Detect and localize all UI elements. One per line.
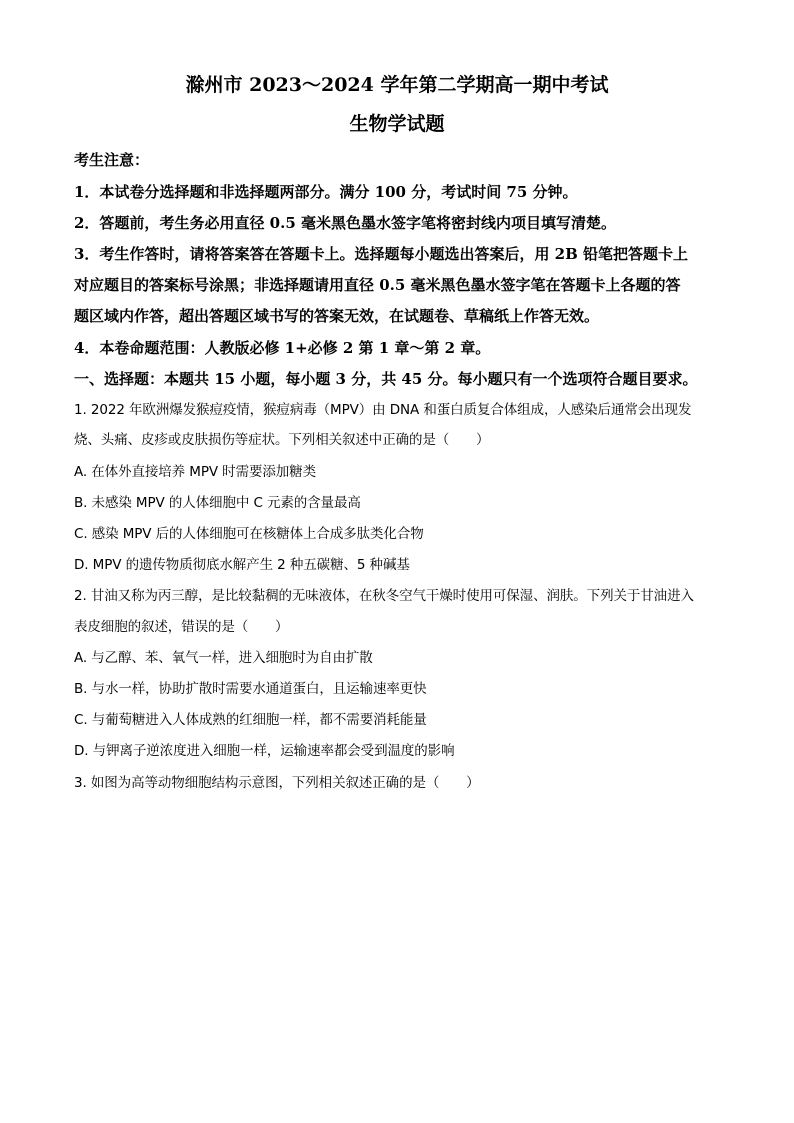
question-1-option-a: A. 在体外直接培养 MPV 时需要添加糖类: [74, 464, 316, 480]
question-1-option-b: B. 未感染 MPV 的人体细胞中 C 元素的含量最高: [74, 495, 361, 511]
question-2-option-d: D. 与钾离子逆浓度进入细胞一样，运输速率都会受到温度的影响: [74, 743, 455, 759]
question-2-stem-line-2: 表皮细胞的叙述，错误的是（ ）: [74, 619, 289, 635]
exam-subtitle: 生物学试题: [349, 113, 445, 135]
notice-item-3-cont-1: 对应题目的答案标号涂黑；非选择题请用直径 0.5 毫米黑色墨水签字笔在答题卡上各题的答: [74, 276, 681, 294]
question-1-stem-line-2: 烧、头痛、皮疹或皮肤损伤等症状。下列相关叙述中正确的是（ ）: [74, 432, 490, 448]
notice-item-3-cont-2: 题区域内作答，超出答题区域书写的答案无效，在试题卷、草稿纸上作答无效。: [74, 307, 600, 325]
notice-item-4: 4．本卷命题范围：人教版必修 1+必修 2 第 1 章～第 2 章。: [74, 339, 491, 357]
question-1-option-c: C. 感染 MPV 后的人体细胞可在核糖体上合成多肽类化合物: [74, 526, 424, 542]
exam-title: 滁州市 2023～2024 学年第二学期高一期中考试: [185, 74, 609, 96]
notice-item-1: 1．本试卷分选择题和非选择题两部分。满分 100 分，考试时间 75 分钟。: [74, 183, 578, 201]
question-2-option-c: C. 与葡萄糖进入人体成熟的红细胞一样，都不需要消耗能量: [74, 712, 427, 728]
question-3-stem-line-1: 3. 如图为高等动物细胞结构示意图，下列相关叙述正确的是（ ）: [74, 775, 480, 791]
notice-heading: 考生注意：: [74, 151, 150, 169]
question-2-option-b: B. 与水一样，协助扩散时需要水通道蛋白，且运输速率更快: [74, 681, 427, 697]
notice-item-3: 3．考生作答时，请将答案答在答题卡上。选择题每小题选出答案后，用 2B 铅笔把答题卡上: [74, 245, 689, 263]
question-1-option-d: D. MPV 的遗传物质彻底水解产生 2 种五碳糖、5 种碱基: [74, 557, 410, 573]
notice-item-2: 2．答题前，考生务必用直径 0.5 毫米黑色墨水签字笔将密封线内项目填写清楚。: [74, 214, 616, 232]
question-2-option-a: A. 与乙醇、苯、氧气一样，进入细胞时为自由扩散: [74, 650, 373, 666]
question-2-stem-line-1: 2. 甘油又称为丙三醇，是比较黏稠的无味液体，在秋冬空气干燥时使用可保湿、润肤。下列关于甘油进入: [74, 588, 694, 604]
section-heading: 一、选择题：本题共 15 小题，每小题 3 分，共 45 分。每小题只有一个选项符合题目要求。: [74, 370, 698, 388]
question-1-stem-line-1: 1. 2022 年欧洲爆发猴痘疫情，猴痘病毒（MPV）由 DNA 和蛋白质复合体组成，人感染后通常会出现发: [74, 402, 692, 418]
